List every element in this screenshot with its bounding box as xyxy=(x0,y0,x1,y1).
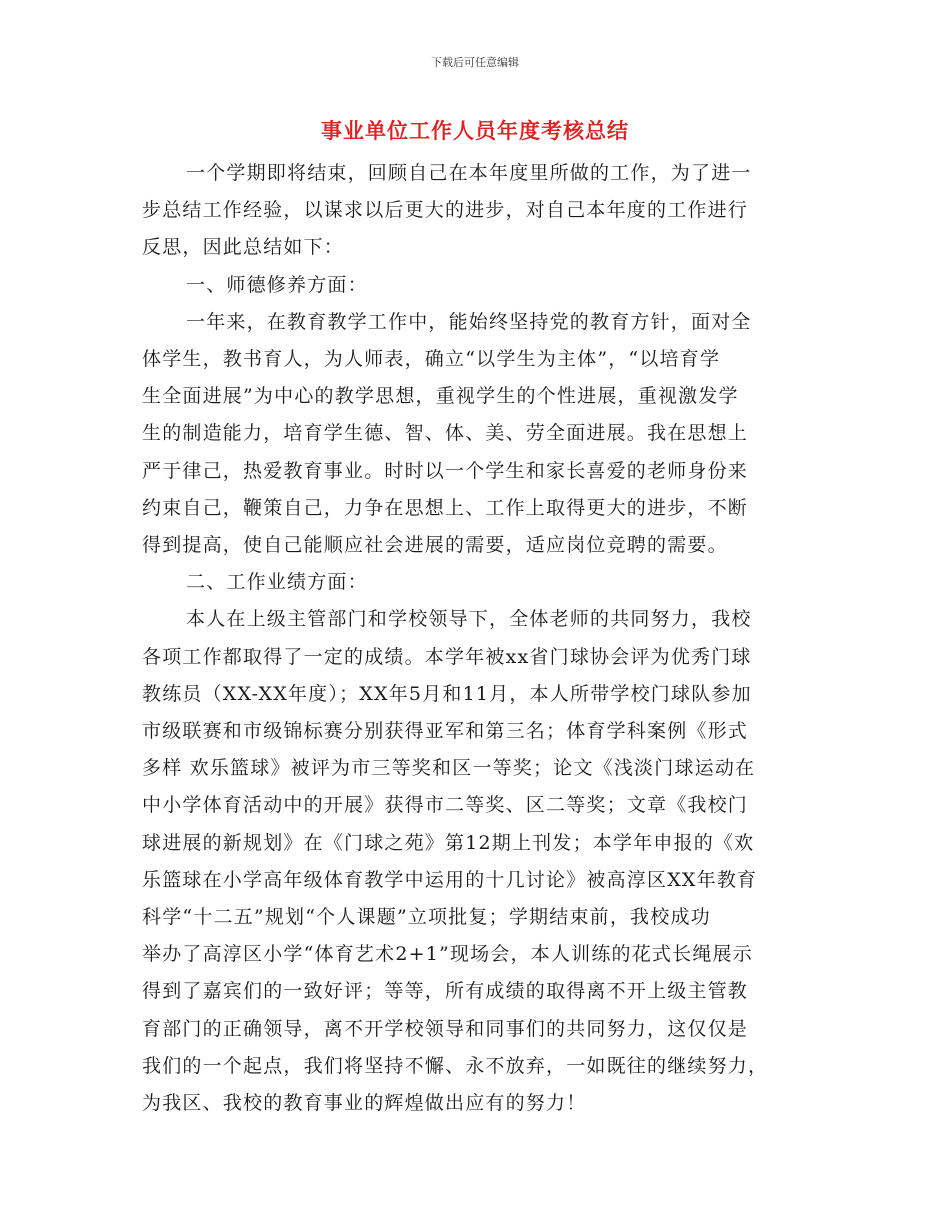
text-line: 育部门的正确领导，离不开学校领导和同事们的共同努力，这仅仅是 xyxy=(142,1017,749,1040)
text-line: 体学生，教书育人，为人师表，确立“以学生为主体”，“以培育学 xyxy=(142,348,721,371)
text-line: 乐篮球在小学高年级体育教学中运用的十几讨论》被高淳区XX年教育 xyxy=(142,868,758,891)
text-line: 各项工作都取得了一定的成绩。本学年被xx省门球协会评为优秀门球 xyxy=(142,645,752,668)
text-line: 生全面进展”为中心的教学思想，重视学生的个性进展，重视激发学 xyxy=(142,385,739,408)
paragraph xyxy=(142,267,812,304)
text-line: 二、工作业绩方面： xyxy=(186,571,368,594)
text-line: 一个学期即将结束，回顾自己在本年度里所做的工作，为了进一 xyxy=(186,162,752,184)
text-line: 生的制造能力，培育学生德、智、体、美、劳全面进展。我在思想上 xyxy=(142,422,749,445)
text-line: 本人在上级主管部门和学校领导下，全体老师的共同努力，我校 xyxy=(186,608,752,631)
text-line: 严于律己，热爱教育事业。时时以一个学生和家长喜爱的老师身份来 xyxy=(142,459,749,482)
text-line: 步总结工作经验，以谋求以后更大的进步，对自己本年度的工作进行 xyxy=(142,199,749,222)
text-line: 市级联赛和市级锦标赛分别获得亚军和第三名；体育学科案例《形式 xyxy=(142,720,749,743)
text-line: 约束自己，鞭策自己，力争在思想上、工作上取得更大的进步，不断 xyxy=(142,496,749,519)
document-body xyxy=(142,155,812,1122)
paragraph xyxy=(142,155,812,267)
text-line: 一年来，在教育教学工作中，能始终坚持党的教育方针，面对全 xyxy=(186,310,752,333)
text-line: 为我区、我校的教育事业的辉煌做出应有的努力！ xyxy=(142,1092,587,1115)
header-note: 下载后可任意编辑 xyxy=(431,56,519,69)
document-title: 事业单位工作人员年度考核总结 xyxy=(321,118,629,143)
text-line: 多样 欢乐篮球》被评为市三等奖和区一等奖；论文《浅淡门球运动在 xyxy=(142,757,756,780)
text-line: 反思，因此总结如下： xyxy=(142,236,345,259)
text-line: 得到提高，使自己能顺应社会进展的需要，适应岗位竞聘的需要。 xyxy=(142,534,728,557)
text-line: 中小学体育活动中的开展》获得市二等奖、区二等奖；文章《我校门 xyxy=(142,794,749,817)
text-line: 得到了嘉宾们的一致好评；等等，所有成绩的取得离不开上级主管教 xyxy=(142,980,749,1003)
text-line: 球进展的新规划》在《门球之苑》第12期上刊发；本学年申报的《欢 xyxy=(142,831,755,854)
paragraph xyxy=(142,564,812,601)
text-line: 举办了高淳区小学“体育艺术2+1”现场会，本人训练的花式长绳展示 xyxy=(142,943,753,966)
text-line: 一、师德修养方面： xyxy=(186,273,368,296)
text-line: 科学“十二五”规划“个人课题”立项批复；学期结束前，我校成功 xyxy=(142,906,711,929)
text-line: 教练员（XX-XX年度）；XX年5月和11月，本人所带学校门球队参加 xyxy=(142,682,752,705)
text-line: 我们的一个起点，我们将坚持不懈、永不放弃，一如既往的继续努力， xyxy=(142,1054,769,1077)
paragraph xyxy=(142,304,812,564)
paragraph xyxy=(142,601,812,1122)
